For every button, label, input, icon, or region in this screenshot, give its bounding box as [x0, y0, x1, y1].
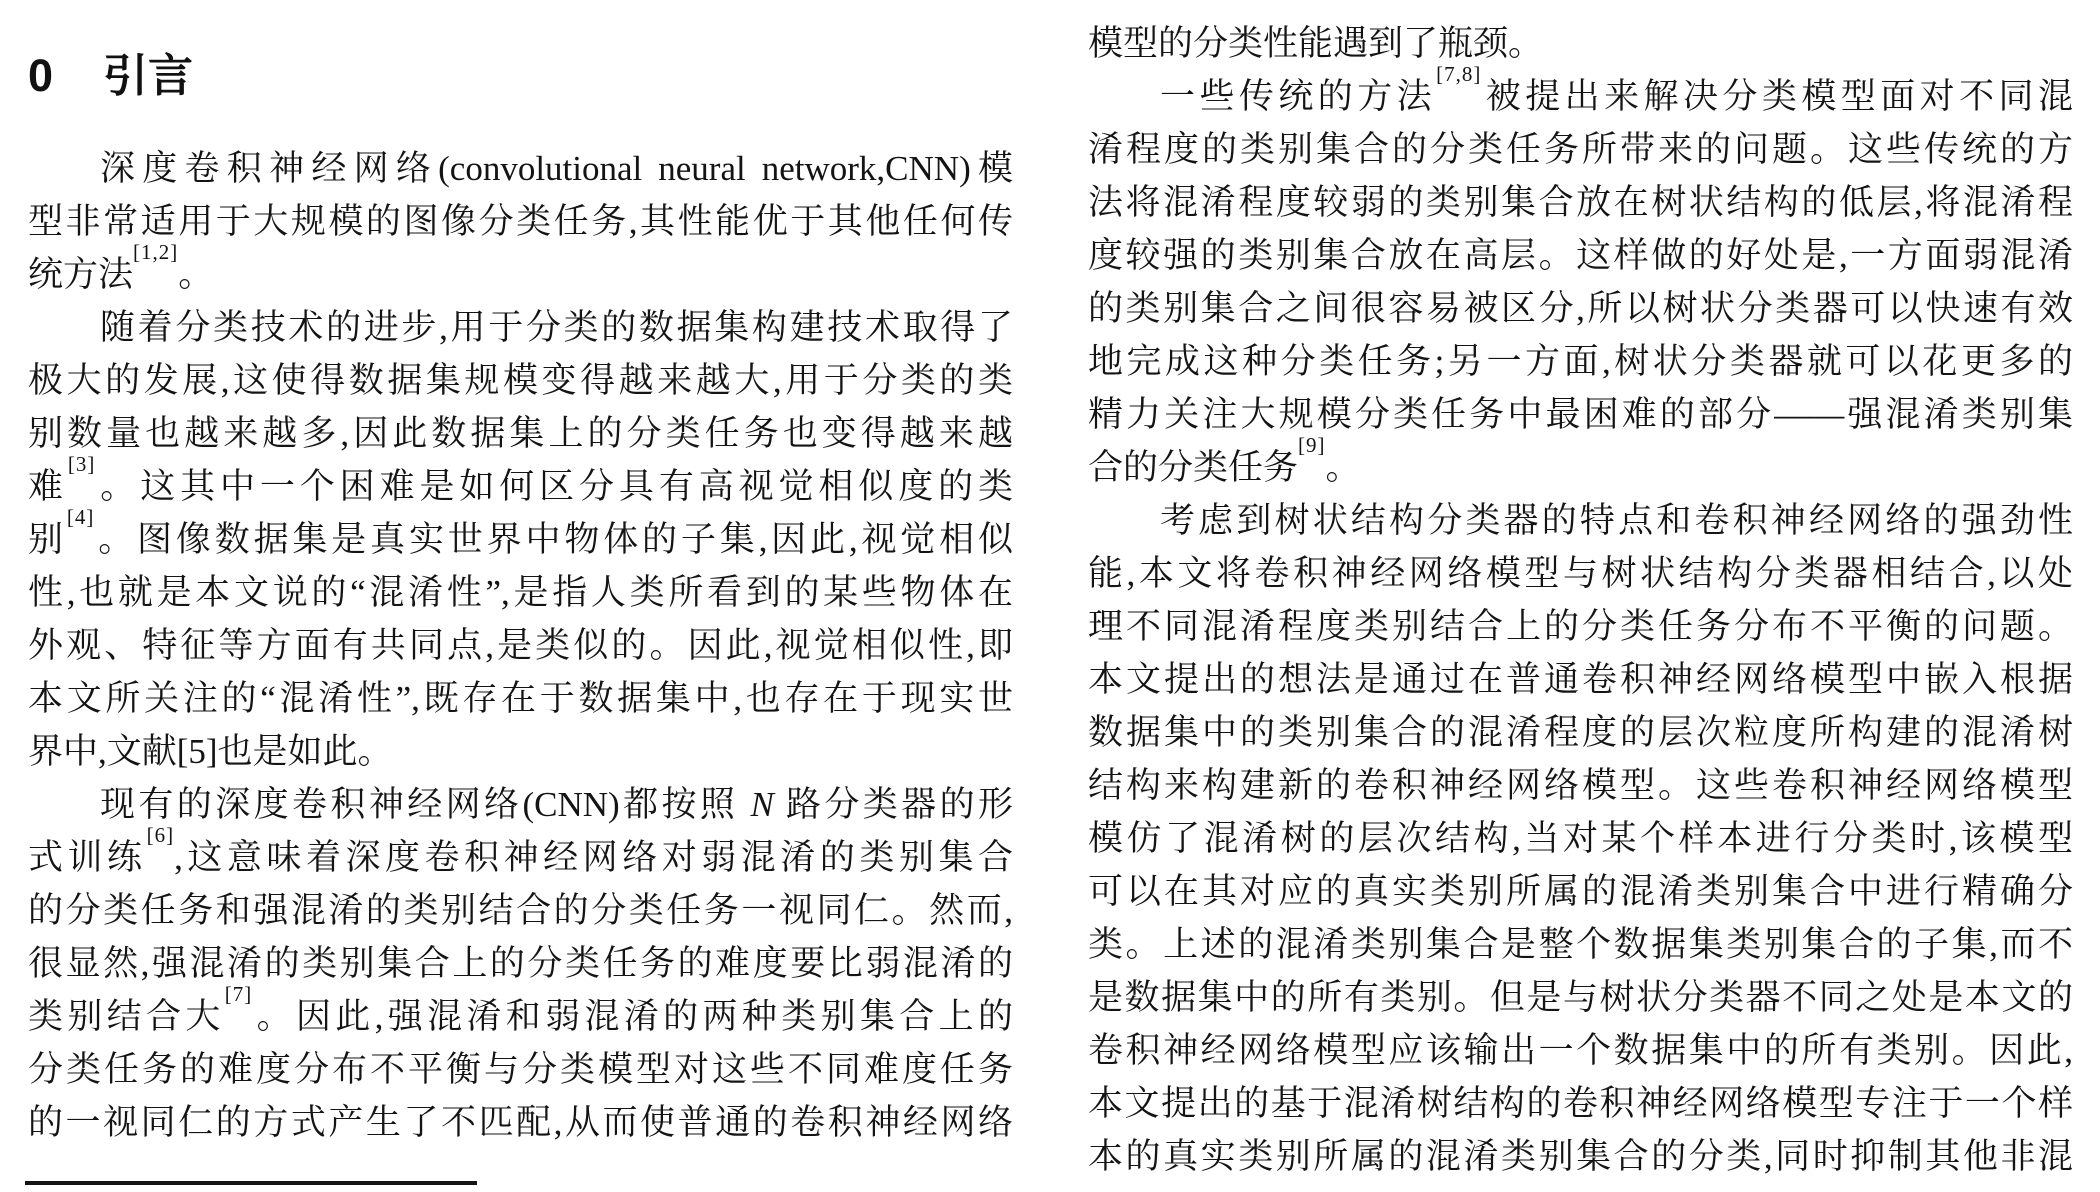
text-line: 模型的分类性能遇到了瓶颈。	[1088, 24, 1544, 63]
text-line: 结构来构建新的卷积神经网络模型。这些卷积神经网络模型	[1088, 766, 2073, 805]
text-line: 卷积神经网络模型应该输出一个数据集中的所有类别。因此,	[1088, 1031, 2073, 1070]
text-line: 法将混淆程度较弱的类别集合放在树状结构的低层,将混淆程	[1088, 183, 2073, 222]
text-line: 的分类任务和强混淆的类别结合的分类任务一视同仁。然而,	[28, 891, 1013, 930]
text-line: 本文所关注的“混淆性”,既存在于数据集中,也存在于现实世	[28, 679, 1013, 718]
text-line: 是数据集中的所有类别。但是与树状分类器不同之处是本文的	[1088, 978, 2073, 1017]
text-line: 考虑到树状结构分类器的特点和卷积神经网络的强劲性	[1160, 501, 2073, 540]
text-line: 式训练[6],这意味着深度卷积神经网络对弱混淆的类别集合	[28, 823, 1013, 877]
right-column-text	[1088, 0, 2073, 1183]
text-line: 分类任务的难度分布不平衡与分类模型对这些不同难度任务	[28, 1050, 1013, 1089]
text-line: 理不同混淆程度类别结合上的分类任务分布不平衡的问题。	[1088, 607, 2073, 646]
text-line: 精力关注大规模分类任务中最困难的部分——强混淆类别集	[1088, 395, 2073, 434]
section-title: 引言	[103, 50, 194, 101]
text-line: 界中,文献[5]也是如此。	[28, 732, 393, 771]
text-line: 可以在其对应的真实类别所属的混淆类别集合中进行精确分	[1088, 872, 2073, 911]
text-line: 性,也就是本文说的“混淆性”,是指人类所看到的某些物体在	[28, 573, 1013, 612]
text-line: 统方法[1,2]。	[28, 240, 214, 294]
text-line: 外观、特征等方面有共同点,是类似的。因此,视觉相似性,即	[28, 626, 1013, 665]
left-column-text	[28, 142, 1013, 1149]
text-line: 能,本文将卷积神经网络模型与树状结构分类器相结合,以处	[1088, 554, 2073, 593]
text-line: 数据集中的类别集合的混淆程度的层次粒度所构建的混淆树	[1088, 713, 2073, 752]
section-number: 0	[28, 50, 54, 101]
footnote-separator-rule	[25, 1181, 477, 1185]
text-line: 极大的发展,这使得数据集规模变得越来越大,用于分类的类	[28, 361, 1013, 400]
text-line: 随着分类技术的进步,用于分类的数据集构建技术取得了	[100, 308, 1013, 347]
text-line: 的一视同仁的方式产生了不匹配,从而使普通的卷积神经网络	[28, 1103, 1013, 1142]
text-line: 类。上述的混淆类别集合是整个数据集类别集合的子集,而不	[1088, 925, 2073, 964]
text-line: 的类别集合之间很容易被区分,所以树状分类器可以快速有效	[1088, 289, 2073, 328]
text-line: 一些传统的方法[7,8]被提出来解决分类模型面对不同混	[1160, 62, 2073, 116]
right-column	[1088, 0, 2073, 1183]
text-line: 度较强的类别集合放在高层。这样做的好处是,一方面弱混淆	[1088, 236, 2073, 275]
text-line: 本的真实类别所属的混淆类别集合的分类,同时抑制其他非混	[1088, 1137, 2073, 1176]
text-line: 类别结合大[7]。因此,强混淆和弱混淆的两种类别集合上的	[28, 982, 1013, 1036]
text-line: 地完成这种分类任务;另一方面,树状分类器就可以花更多的	[1088, 342, 2073, 381]
text-line: 难[3]。这其中一个困难是如何区分具有高视觉相似度的类	[28, 452, 1013, 506]
text-line: 别[4]。图像数据集是真实世界中物体的子集,因此,视觉相似	[28, 505, 1013, 559]
left-column	[28, 0, 1013, 1149]
text-line: 合的分类任务[9]。	[1088, 433, 1361, 487]
text-line: 型非常适用于大规模的图像分类任务,其性能优于其他任何传	[28, 202, 1013, 241]
text-line: 很显然,强混淆的类别集合上的分类任务的难度要比弱混淆的	[28, 944, 1013, 983]
text-line: 淆程度的类别集合的分类任务所带来的问题。这些传统的方	[1088, 130, 2073, 169]
section-heading	[28, 46, 1013, 106]
text-line: 模仿了混淆树的层次结构,当对某个样本进行分类时,该模型	[1088, 819, 2073, 858]
text-line: 别数量也越来越多,因此数据集上的分类任务也变得越来越	[28, 414, 1013, 453]
text-line: 本文提出的想法是通过在普通卷积神经网络模型中嵌入根据	[1088, 660, 2073, 699]
text-line: 现有的深度卷积神经网络(CNN)都按照 N 路分类器的形	[100, 785, 1013, 824]
text-line: 本文提出的基于混淆树结构的卷积神经网络模型专注于一个样	[1088, 1084, 2073, 1123]
text-line: 深度卷积神经网络(convolutional neural network,CNN)模	[100, 149, 1013, 188]
